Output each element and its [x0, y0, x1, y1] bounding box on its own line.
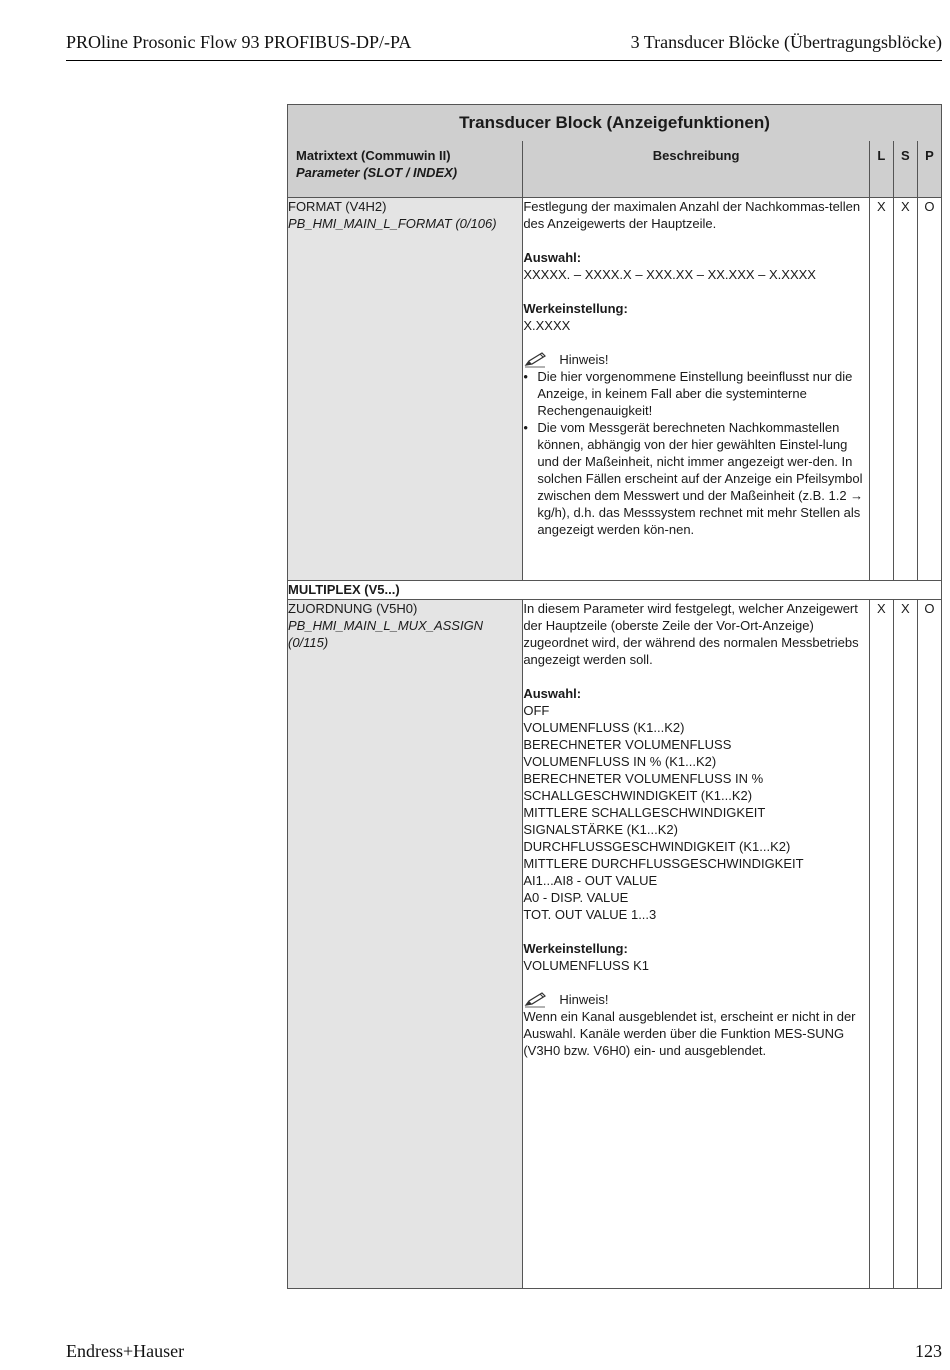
- column-header-matrixtext: Matrixtext (Commuwin II) Parameter (SLOT / INDEX): [288, 141, 523, 198]
- note-bullet-list: [523, 368, 869, 538]
- parameter-cell: [288, 198, 523, 581]
- flag-s: X: [893, 198, 917, 581]
- choice-item: SIGNALSTÄRKE (K1...K2): [523, 822, 678, 837]
- parameter-cell: [288, 600, 523, 1289]
- description-text: In diesem Parameter wird festgelegt, welcher Anzeigewert der Hauptzeile (oberste Zeile der Vor-Ort-Anzeige) zugeordnet wird, der während des normalen Messbetriebs angezeigt werden soll.: [523, 601, 859, 667]
- description-cell: [523, 600, 870, 1289]
- default-value: X.XXXX: [523, 318, 571, 333]
- choice-item: BERECHNETER VOLUMENFLUSS IN %: [523, 771, 764, 786]
- parameter-slot-index: PB_HMI_MAIN_L_MUX_ASSIGN (0/115): [288, 618, 484, 650]
- column-header-l: L: [869, 141, 893, 198]
- flag-p: O: [917, 600, 941, 1289]
- choice-item: DURCHFLUSSGESCHWINDIGKEIT (K1...K2): [523, 839, 791, 854]
- table-title: Transducer Block (Anzeigefunktionen): [288, 105, 942, 142]
- choice-item: TOT. OUT VALUE 1...3: [523, 907, 657, 922]
- choice-item: SCHALLGESCHWINDIGKEIT (K1...K2): [523, 788, 753, 803]
- flag-l: X: [869, 198, 893, 581]
- note-text: Wenn ein Kanal ausgeblendet ist, erscheint er nicht in der Auswahl. Kanäle werden über die Funktion MES-SUNG (V3H0 bzw. V6H0) ein- und ausgeblendet.: [523, 1009, 856, 1058]
- column-header-s: S: [893, 141, 917, 198]
- choice-item: MITTLERE DURCHFLUSSGESCHWINDIGKEIT: [523, 856, 804, 871]
- column-header-parameter: Parameter (SLOT / INDEX): [296, 165, 458, 180]
- note-bullet: • Die vom Messgerät berechneten Nachkommastellen können, abhängig von der hier gewählten Einstel-lung und der Maßeinheit, nicht immer angezeigt wer-den. In solchen Fällen erscheint auf der Anzeige ein Pfeilsymbol zwischen dem Messwert und der Maßeinheit (z.B. 1.2 → kg/h), d.h. das Messsystem rechnet mit mehr Stellen als angezeigt werden kön-nen.: [537, 419, 869, 538]
- header-rule: [66, 60, 942, 61]
- footer-brand: Endress+Hauser: [66, 1341, 185, 1361]
- choice-item: VOLUMENFLUSS (K1...K2): [523, 720, 685, 735]
- parameter-name: FORMAT (V4H2): [288, 199, 387, 214]
- table-row-zuordnung: [288, 600, 942, 1289]
- choice-item: AI1...AI8 - OUT VALUE: [523, 873, 658, 888]
- choice-label: Auswahl:: [523, 686, 582, 701]
- choice-values: XXXXX. – XXXX.X – XXX.XX – XX.XXX – X.XXXX: [523, 267, 816, 282]
- pencil-note-icon: [523, 351, 549, 368]
- section-row-multiplex: [288, 581, 942, 600]
- choice-item: A0 - DISP. VALUE: [523, 890, 629, 905]
- default-label: Werkeinstellung:: [523, 941, 628, 956]
- column-header-p: P: [917, 141, 941, 198]
- flag-l: X: [869, 600, 893, 1289]
- choice-item: MITTLERE SCHALLGESCHWINDIGKEIT: [523, 805, 766, 820]
- note-heading: [523, 991, 869, 1008]
- note-label: Hinweis!: [559, 352, 609, 367]
- column-header-description: Beschreibung: [523, 141, 870, 198]
- transducer-block-table: [287, 104, 942, 1289]
- choice-label: Auswahl:: [523, 250, 582, 265]
- note-bullet: • Die hier vorgenommene Einstellung beeinflusst nur die Anzeige, in keinem Fall aber die systeminterne Rechengenauigkeit!: [537, 368, 869, 419]
- flag-s: X: [893, 600, 917, 1289]
- description-text: Festlegung der maximalen Anzahl der Nachkommas-tellen des Anzeigewerts der Hauptzeile.: [523, 199, 861, 231]
- chapter-title: 3 Transducer Blöcke (Übertragungsblöcke): [630, 32, 942, 52]
- note-label: Hinweis!: [559, 992, 609, 1007]
- default-label: Werkeinstellung:: [523, 301, 628, 316]
- parameter-slot-index: PB_HMI_MAIN_L_FORMAT (0/106): [288, 216, 497, 231]
- page-number: 123: [915, 1341, 942, 1361]
- flag-p: O: [917, 198, 941, 581]
- document-header-title: PROline Prosonic Flow 93 PROFIBUS-DP/-PA: [66, 32, 412, 52]
- pencil-note-icon: [523, 991, 549, 1008]
- note-heading: [523, 351, 869, 368]
- default-value: VOLUMENFLUSS K1: [523, 958, 650, 973]
- parameter-name: ZUORDNUNG (V5H0): [288, 601, 418, 616]
- description-cell: [523, 198, 870, 581]
- table-header-row: [288, 141, 942, 198]
- table-row-format: [288, 198, 942, 581]
- choice-item: VOLUMENFLUSS IN % (K1...K2): [523, 754, 717, 769]
- choice-item: OFF: [523, 703, 550, 718]
- section-heading-multiplex: MULTIPLEX (V5...): [288, 581, 942, 600]
- choice-item: BERECHNETER VOLUMENFLUSS: [523, 737, 732, 752]
